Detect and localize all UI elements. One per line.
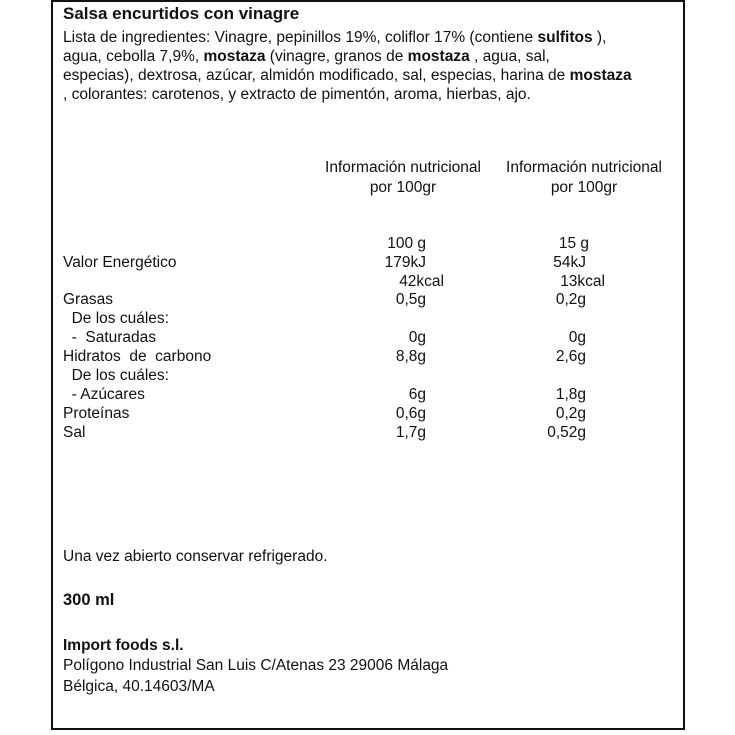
col1-energy-kj: 179kJ xyxy=(384,254,426,271)
ingredients-line: especias), dextrosa, azúcar, almidón modificado, sal, especias, harina de mostaza xyxy=(63,67,632,84)
col2-header-line1: Información nutricional xyxy=(506,159,662,176)
nutrient-label: Proteínas xyxy=(63,405,130,422)
nutrient-label: De los cuáles: xyxy=(63,367,169,384)
nutrient-value-per-serving: 0,2g xyxy=(555,405,586,422)
nutrient-label: - Azúcares xyxy=(63,386,145,403)
nutrient-value-per-100g: 0g xyxy=(408,329,426,346)
nutrient-label: Sal xyxy=(63,424,86,441)
nutrient-value-per-100g: 1,7g xyxy=(395,424,426,441)
nutrient-value-per-serving: 0g xyxy=(568,329,586,346)
col2-energy-kj: 54kJ xyxy=(553,254,586,271)
col1-serving-size: 100 g xyxy=(387,235,426,252)
nutrient-value-per-100g: 0,5g xyxy=(395,291,426,308)
ingredients-line: , colorantes: carotenos, y extracto de pimentón, aroma, hierbas, ajo. xyxy=(63,86,531,103)
nutrient-value-per-100g: 6g xyxy=(408,386,426,403)
col2-serving-size: 15 g xyxy=(558,235,589,252)
col2-energy-kcal: 13kcal xyxy=(560,273,605,290)
nutrient-value-per-100g: 8,8g xyxy=(395,348,426,365)
product-title: Salsa encurtidos con vinagre xyxy=(63,4,300,23)
nutrient-value-per-serving: 1,8g xyxy=(555,386,586,403)
col1-header-line2: por 100gr xyxy=(369,179,437,196)
ingredients-line: Lista de ingredientes: Vinagre, pepinillos 19%, coliflor 17% (contiene sulfitos ), xyxy=(63,29,607,46)
nutrient-label: Grasas xyxy=(63,291,113,308)
energy-label: Valor Energético xyxy=(63,254,177,271)
storage-instructions: Una vez abierto conservar refrigerado. xyxy=(63,548,328,565)
nutrient-value-per-100g: 0,6g xyxy=(395,405,426,422)
col2-header-line2: por 100gr xyxy=(550,179,618,196)
nutrient-value-per-serving: 2,6g xyxy=(555,348,586,365)
company-registry: Bélgica, 40.14603/MA xyxy=(63,678,215,695)
net-volume: 300 ml xyxy=(63,591,115,609)
company-name: Import foods s.l. xyxy=(63,637,184,654)
nutrient-label: - Saturadas xyxy=(63,329,157,346)
nutrient-label: De los cuáles: xyxy=(63,310,169,327)
col1-energy-kcal: 42kcal xyxy=(399,273,444,290)
col1-header-line1: Información nutricional xyxy=(325,159,481,176)
company-address: Polígono Industrial San Luis C/Atenas 23 29006 Málaga xyxy=(63,657,449,674)
ingredients-line: agua, cebolla 7,9%, mostaza (vinagre, granos de mostaza , agua, sal, xyxy=(63,48,550,65)
nutrient-label: Hidratos de carbono xyxy=(63,348,212,365)
nutrient-value-per-serving: 0,2g xyxy=(555,291,586,308)
nutrient-value-per-serving: 0,52g xyxy=(547,424,586,441)
